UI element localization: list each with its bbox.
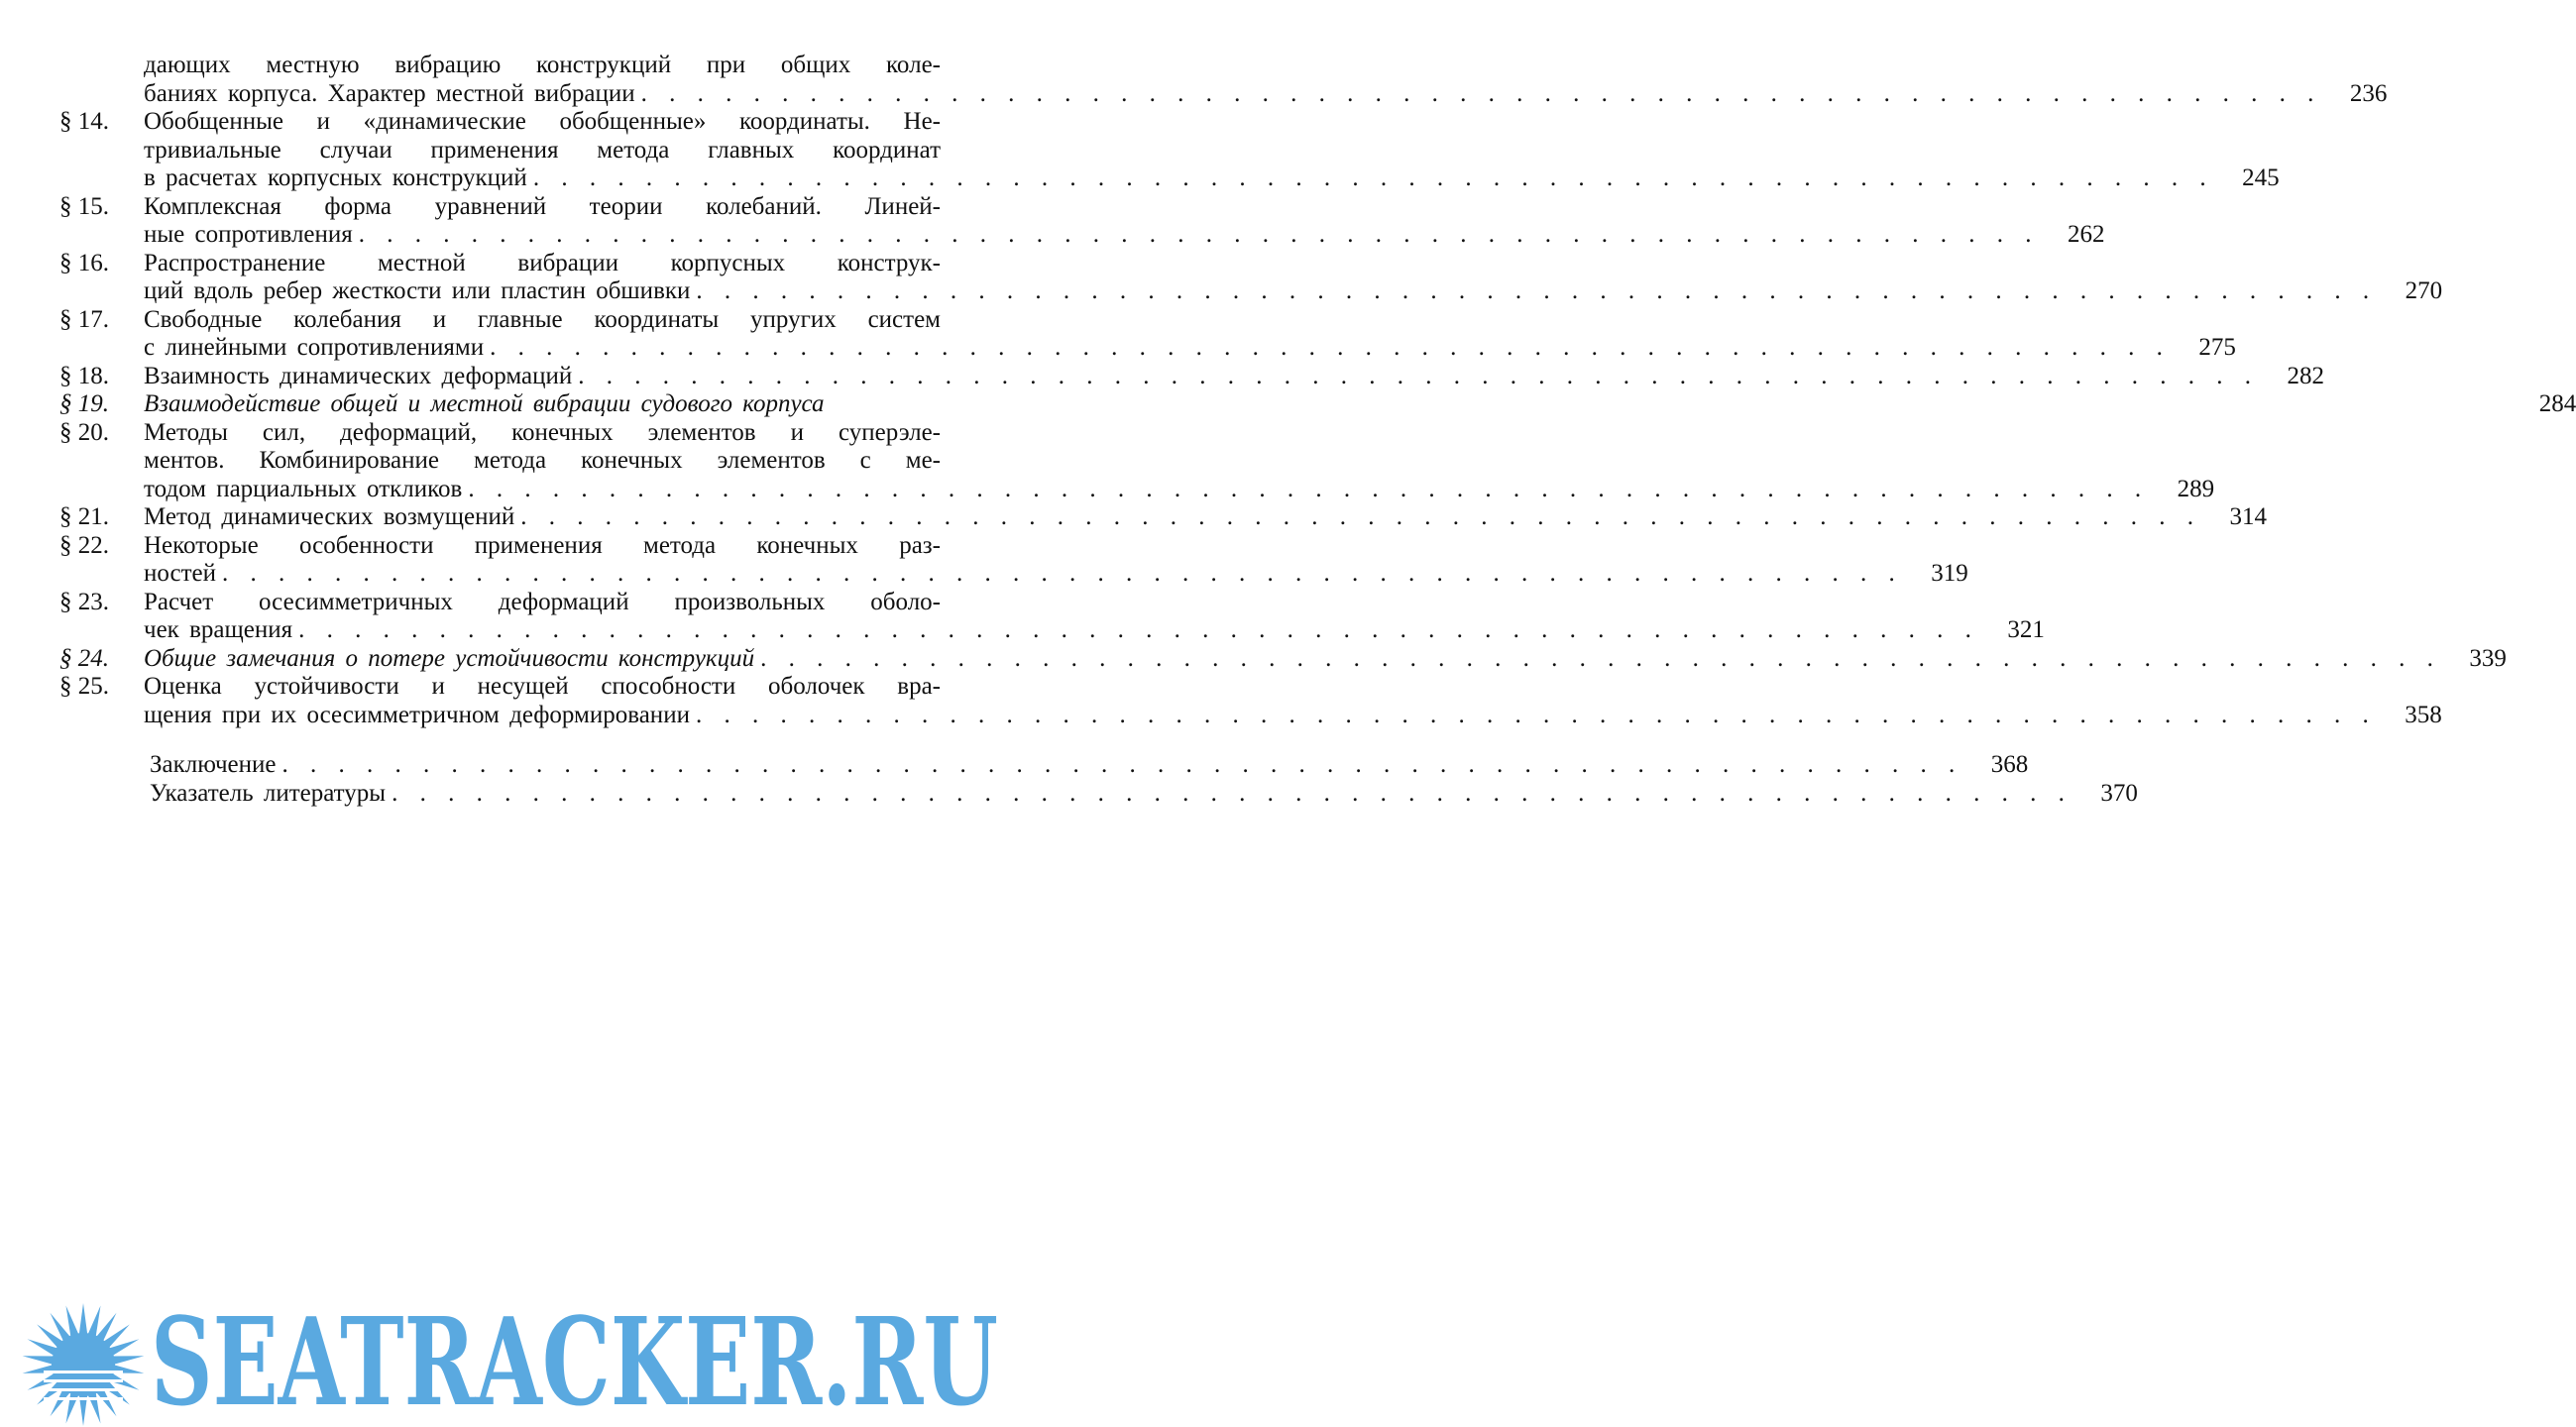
title-line: Комплексная форма уравнений теории колебаний. Линей- [144,192,941,220]
toc-entry[interactable] [59,390,2576,419]
dot-leader [359,221,2040,250]
dot-leader [222,560,1903,589]
toc-entry[interactable] [59,52,2388,108]
title-line: Свободные колебания и главные координаты упругих систем [144,305,941,333]
back-label: Заключение [150,751,277,778]
title-last-line [144,503,2267,532]
title-last-line [144,221,2105,250]
water-line [44,1397,123,1400]
page-number: 284 [2538,390,2576,417]
title-last-line [144,334,2236,363]
title-last-line [144,390,2576,419]
entry-body [144,390,2576,419]
section-number: § 19. [59,390,109,417]
page-number: 321 [2007,616,2045,643]
section-number: § 22. [59,531,109,559]
page-number: 368 [1990,751,2029,778]
page-number: 370 [2100,779,2138,807]
back-entry[interactable] [59,779,2138,809]
title-last-line [144,362,2325,391]
title-text: ные сопротивления [144,221,353,248]
sun-disc [52,1333,115,1396]
dot-leader [578,363,2259,391]
toc-entry[interactable] [59,249,2443,306]
entry-body [144,673,2442,729]
sun-icon [23,1303,145,1426]
title-text: в расчетах корпусных конструкций [144,165,527,191]
water-line [44,1371,123,1373]
title-line: ментов. Комбинирование метода конечных элементов с ме- [144,447,941,474]
title-text: чек вращения [144,616,293,643]
section-number: § 20. [59,418,109,446]
title-text: ностей [144,560,216,587]
dot-leader [696,702,2377,730]
title-last-line [144,779,2138,809]
toc-entry[interactable] [59,362,2325,391]
table-of-contents [59,52,2576,729]
title-line: Обобщенные и «динамические обобщенные» координаты. Не- [144,108,941,135]
page-number: 245 [2242,165,2280,191]
dot-leader [641,80,2322,109]
title-text: Взаимность динамических деформаций [144,362,573,389]
title-text: Общие замечания о потере устойчивости конструкций [144,644,755,672]
title-text: баниях корпуса. Характер местной вибрации [144,79,635,107]
toc-entry[interactable] [59,418,2215,504]
entry-body [144,249,2443,306]
title-text: щения при их осесимметричном деформировании [144,701,690,728]
toc-entry[interactable] [59,305,2236,363]
page-number: 319 [1931,560,1968,587]
dot-leader [520,503,2201,532]
entry-body [144,644,2507,674]
entry-body [144,531,1968,589]
page-number: 262 [2068,221,2105,248]
toc-entry[interactable] [59,531,1968,589]
title-line: Методы сил, деформаций, конечных элементов и суперэле- [144,418,941,446]
section-number: § 25. [59,673,109,700]
dot-leader [760,645,2441,674]
watermark-logo [22,1273,1003,1427]
title-last-line [144,79,2388,109]
entry-body [144,305,2236,363]
title-text: тодом парциальных откликов [144,475,463,502]
title-last-line [144,616,2045,645]
toc-entry[interactable] [59,588,2045,645]
watermark-text: SEATRACKER.RU [151,1290,998,1427]
title-line: дающих местную вибрацию конструкций при общих коле- [144,52,941,78]
title-line: Некоторые особенности применения метода конечных раз- [144,531,941,559]
entry-body [144,362,2325,391]
title-line: Расчет осесимметричных деформаций произвольных оболо- [144,588,941,615]
page-number: 270 [2405,277,2443,304]
dot-leader [282,751,1963,780]
toc-entry[interactable] [59,192,2105,250]
toc-entry[interactable] [59,108,2280,193]
title-text: Взаимодействие общей и местной вибрации судового корпуса [144,390,825,417]
water-line [44,1379,123,1382]
entry-body [144,108,2280,193]
back-matter [59,751,2138,808]
title-text: с линейными сопротивлениями [144,334,485,361]
page-number: 358 [2405,701,2442,728]
title-last-line [144,165,2280,193]
back-label: Указатель литературы [150,779,387,807]
entry-body [144,192,2105,250]
entry-body [144,503,2267,532]
water-line [44,1388,123,1391]
section-number: § 23. [59,588,109,615]
dot-leader [468,476,2149,504]
toc-entry[interactable] [59,644,2507,674]
section-number: § 18. [59,362,109,389]
entry-body [144,779,2138,809]
entry-body [144,418,2215,504]
section-number: § 15. [59,192,109,220]
page-number: 282 [2287,362,2325,389]
title-last-line [144,560,1968,589]
page-number: 314 [2229,503,2267,530]
entry-body [144,588,2045,645]
section-number: § 14. [59,108,109,135]
entry-body [144,751,2029,780]
dot-leader [298,616,1979,645]
title-text: Метод динамических возмущений [144,503,515,530]
section-number: § 24. [59,644,109,672]
toc-entry[interactable] [59,503,2267,532]
title-line: тривиальные случаи применения метода главных координат [144,136,941,164]
page-number: 236 [2349,79,2388,107]
section-number: § 21. [59,503,109,530]
title-last-line [144,701,2442,730]
section-number: § 16. [59,249,109,276]
back-entry[interactable] [59,751,2029,780]
title-line: Оценка устойчивости и несущей способности оболочек вра- [144,673,941,700]
dot-leader [696,277,2377,306]
section-number: § 17. [59,305,109,333]
title-last-line [144,751,2029,780]
title-last-line [144,644,2507,674]
dot-leader [533,165,2214,193]
title-line: Распространение местной вибрации корпусных конструк- [144,249,941,276]
page-number: 289 [2177,475,2215,502]
entry-body [144,52,2388,108]
toc-entry[interactable] [59,673,2442,729]
page-number: 339 [2469,644,2507,672]
title-last-line [144,277,2443,306]
title-last-line [144,475,2215,504]
dot-leader [392,780,2072,809]
dot-leader [490,334,2171,363]
page-number: 275 [2198,334,2236,361]
title-text: ций вдоль ребер жесткости или пластин обшивки [144,277,691,304]
